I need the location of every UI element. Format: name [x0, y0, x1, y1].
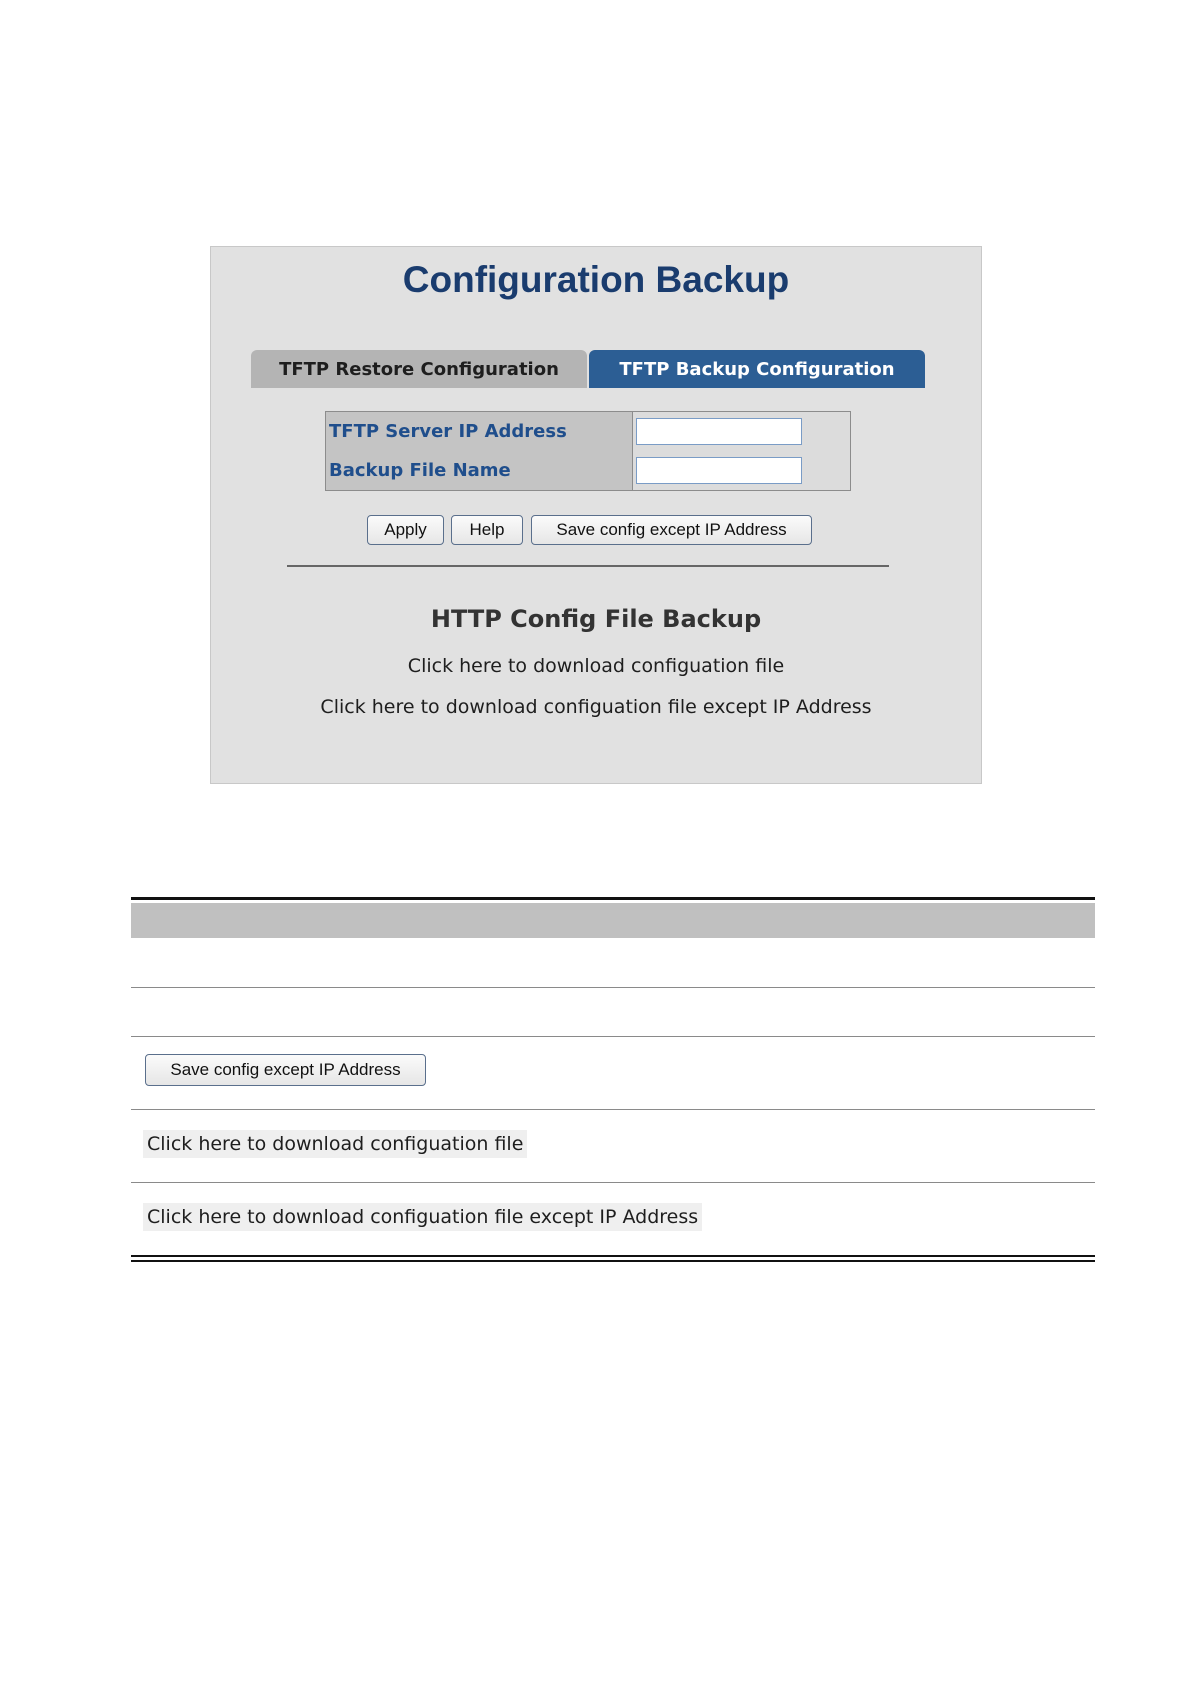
download-config-link-sample[interactable]: Click here to download configuation file [143, 1130, 527, 1158]
save-config-except-ip-button[interactable]: Save config except IP Address [531, 515, 812, 545]
table-row [131, 1182, 1095, 1255]
backup-file-name-input[interactable] [636, 457, 802, 484]
download-config-except-ip-link[interactable]: Click here to download configuation file except IP Address [320, 696, 872, 718]
table-bottom-rule [131, 1255, 1095, 1257]
tab-tftp-backup[interactable]: TFTP Backup Configuration [589, 350, 925, 388]
download-config-except-ip-link-sample[interactable]: Click here to download configuation file except IP Address [143, 1203, 702, 1231]
http-backup-title: HTTP Config File Backup [430, 605, 762, 633]
table-row [131, 987, 1095, 1037]
table-row [131, 1109, 1095, 1183]
tab-tftp-restore[interactable]: TFTP Restore Configuration [251, 350, 587, 388]
section-divider [287, 565, 889, 567]
form-row-file-name [326, 451, 850, 490]
table-row [131, 1036, 1095, 1110]
server-ip-label: TFTP Server IP Address [326, 412, 633, 451]
table-row [131, 938, 1095, 988]
page-title: Configuration Backup [402, 259, 790, 300]
apply-button[interactable]: Apply [367, 515, 444, 545]
backup-file-name-cell [633, 451, 850, 490]
save-config-except-ip-button-sample[interactable]: Save config except IP Address [145, 1054, 426, 1086]
table-bottom-rule-double [131, 1260, 1095, 1262]
download-config-link[interactable]: Click here to download configuation file [407, 655, 785, 677]
server-ip-input[interactable] [636, 418, 802, 445]
table-header [131, 903, 1095, 938]
server-ip-cell [633, 412, 850, 451]
table-top-rule [131, 897, 1095, 900]
form-row-server-ip [326, 412, 850, 452]
tftp-form-table [325, 411, 851, 491]
help-button[interactable]: Help [451, 515, 523, 545]
backup-file-name-label: Backup File Name [326, 451, 633, 490]
config-backup-panel [210, 246, 982, 784]
